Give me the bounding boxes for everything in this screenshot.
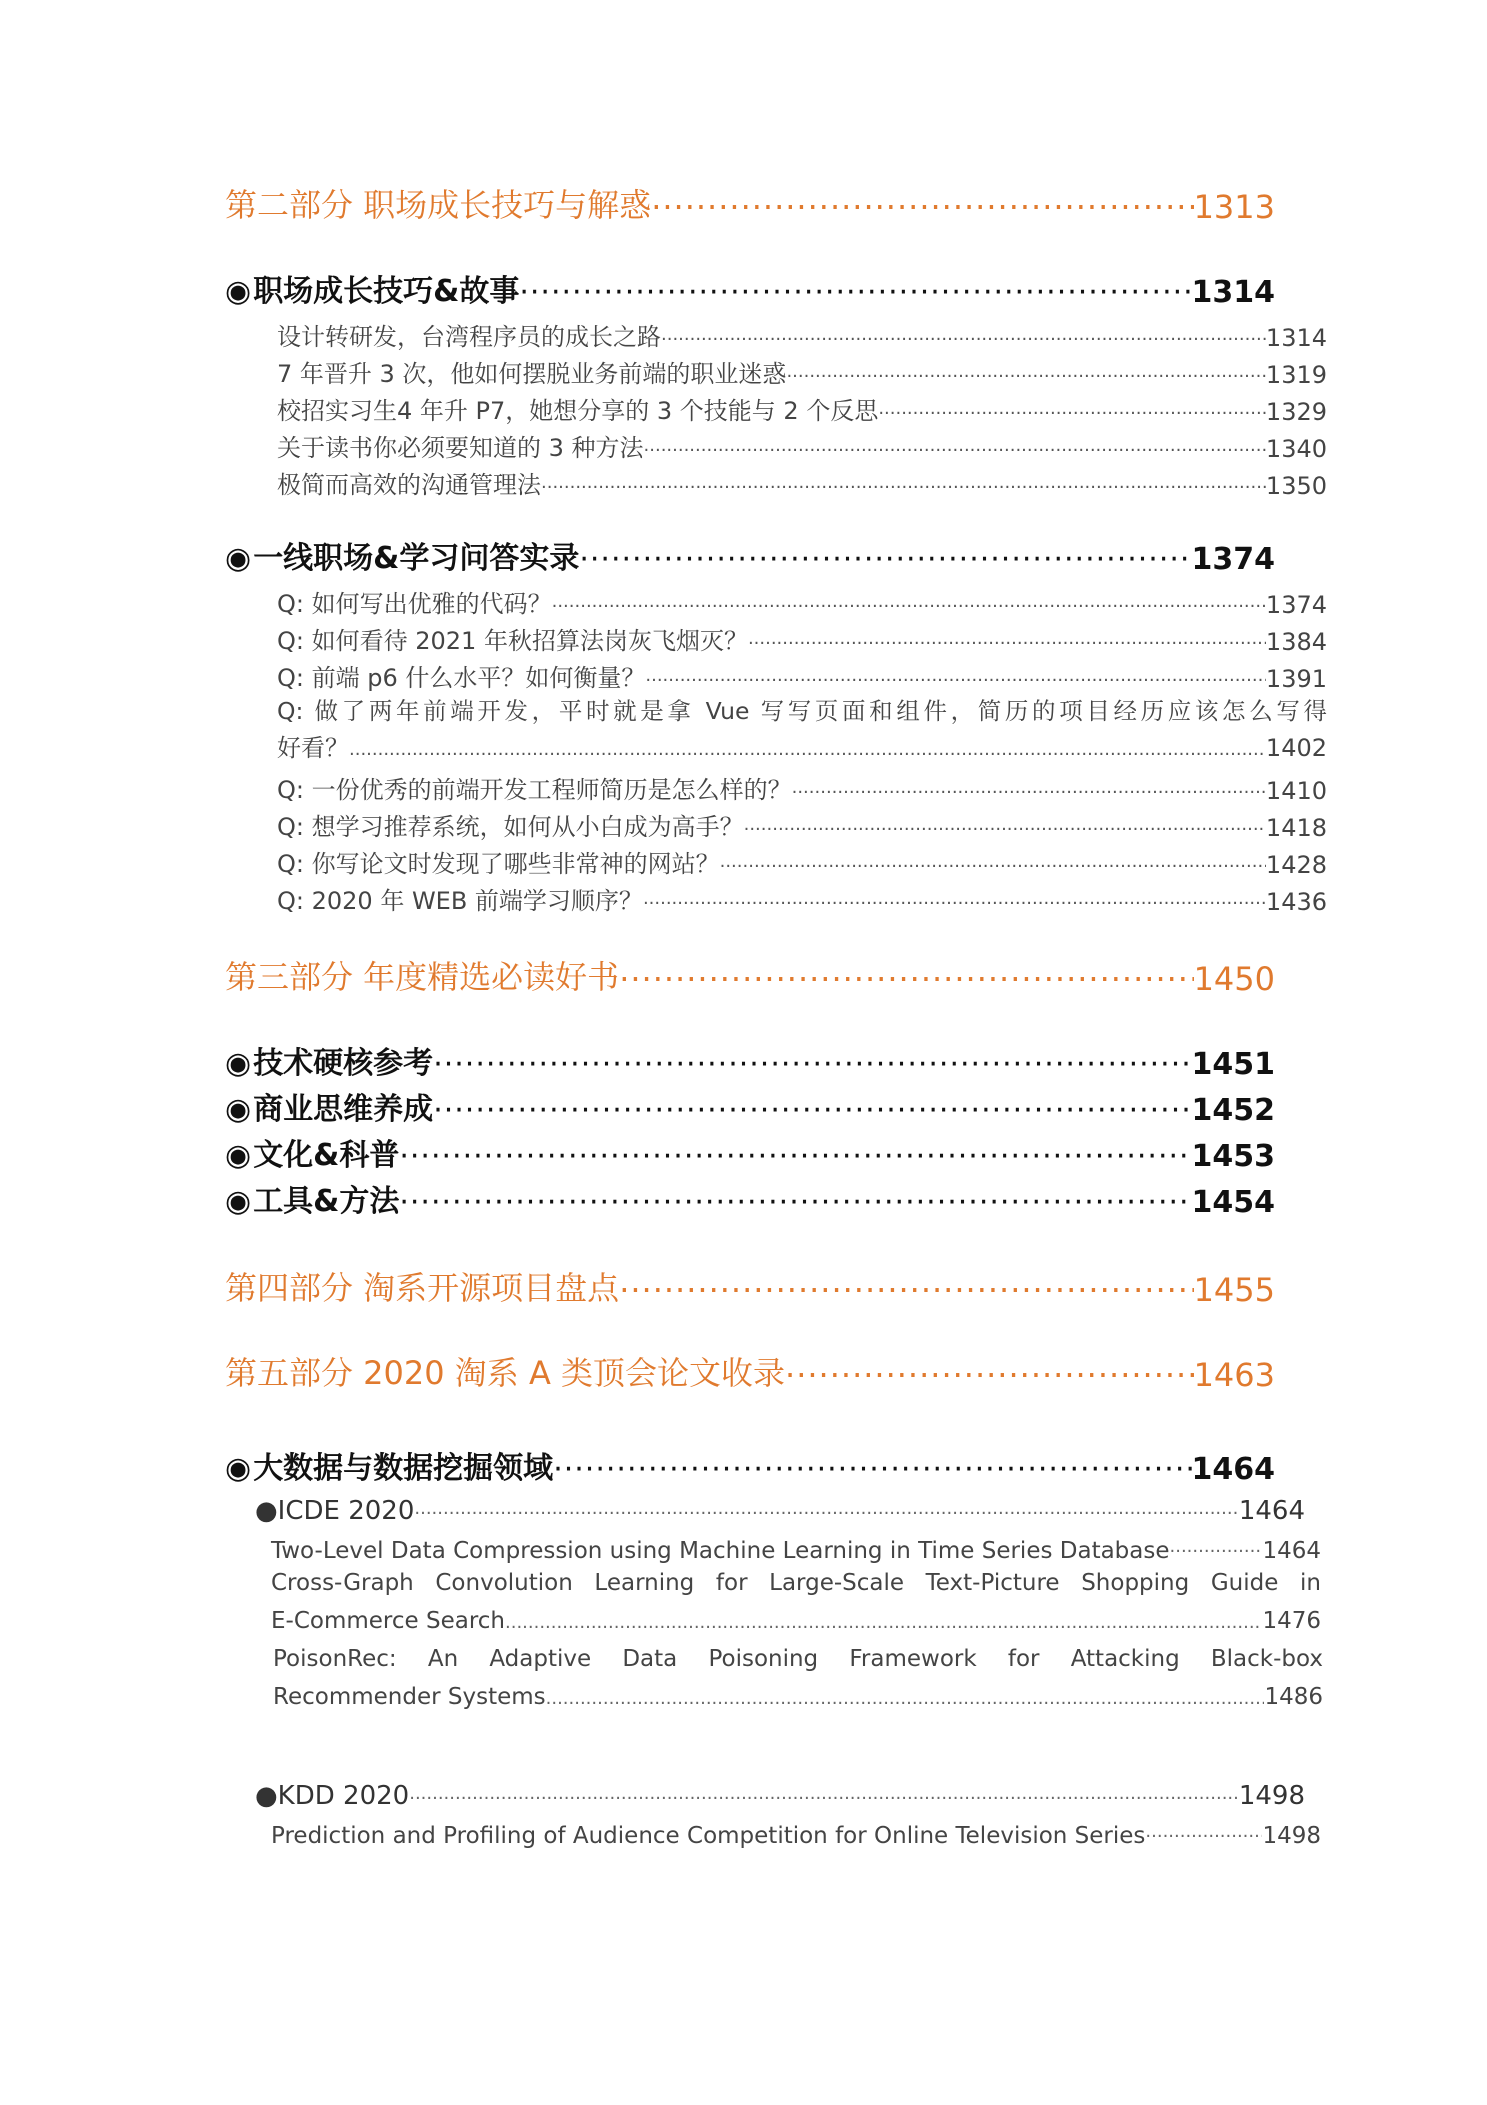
toc-part-4[interactable]	[225, 1263, 1275, 1309]
chapter-title: 文化&科普	[253, 1138, 400, 1173]
paper-title: Two-Level Data Compression using Machine Learning in Time Series Database	[271, 1538, 1170, 1564]
page-number: 1450	[1193, 960, 1275, 998]
entry-title: Q: 你写论文时发现了哪些非常神的网站？	[277, 850, 720, 878]
toc-paper-wrapped[interactable]	[225, 1564, 1321, 1640]
dot-leader	[744, 818, 1266, 842]
dot-leader	[644, 439, 1266, 463]
chapter-title: 一线职场&学习问答实录	[253, 541, 580, 576]
paper-title: Prediction and Profiling of Audience Competition for Online Television Series	[271, 1823, 1146, 1849]
entry-title-line2: 好看？	[277, 734, 349, 762]
toc-chapter-qa[interactable]	[225, 535, 1275, 577]
dot-leader	[433, 1047, 1191, 1082]
bullet-icon: ◉	[225, 1451, 252, 1486]
toc-entry[interactable]	[225, 463, 1327, 500]
toc-entry[interactable]	[225, 842, 1327, 879]
toc-entry[interactable]	[225, 426, 1327, 463]
paper-title-line1: PoisonRec: An Adaptive Data Poisoning Framework for Attacking Black-box	[273, 1646, 1323, 1672]
toc-conference-icde[interactable]	[225, 1488, 1305, 1526]
dot-leader	[619, 960, 1193, 998]
page-number: 1402	[1265, 734, 1327, 762]
page-number: 1464	[1191, 1452, 1275, 1487]
page-number: 1464	[1238, 1496, 1305, 1526]
entry-title: Q: 一份优秀的前端开发工程师简历是怎么样的？	[277, 776, 792, 804]
toc-entry[interactable]	[225, 805, 1327, 842]
bullet-icon: ◉	[225, 1046, 252, 1081]
page-number: 1454	[1191, 1185, 1275, 1220]
entry-title: Q: 如何看待 2021 年秋招算法岗灰飞烟灭？	[277, 627, 748, 655]
dot-leader	[720, 855, 1266, 879]
toc-chapter-growth[interactable]	[225, 268, 1275, 310]
page-number: 1374	[1265, 591, 1327, 619]
page-number: 1329	[1265, 398, 1327, 426]
dot-leader	[748, 632, 1266, 656]
page-number: 1453	[1191, 1139, 1275, 1174]
entry-title: 极简而高效的沟通管理法	[277, 471, 541, 499]
toc-entry[interactable]	[225, 619, 1327, 656]
dot-leader	[1170, 1540, 1263, 1564]
entry-title: Q: 如何写出优雅的代码？	[277, 590, 552, 618]
dot-leader	[541, 476, 1266, 500]
bullet-icon: ◉	[225, 541, 252, 576]
dot-leader	[519, 275, 1191, 310]
part-title: 第二部分 职场成长技巧与解惑	[225, 186, 652, 224]
entry-title: 关于读书你必须要知道的 3 种方法	[277, 434, 644, 462]
part-title: 第三部分 年度精选必读好书	[225, 958, 620, 996]
dot-leader	[878, 402, 1266, 426]
page-number: 1340	[1265, 435, 1327, 463]
page-number: 1476	[1262, 1608, 1321, 1634]
page-number: 1451	[1191, 1047, 1275, 1082]
page-number: 1319	[1265, 361, 1327, 389]
dot-leader	[792, 781, 1266, 805]
bullet-icon: ◉	[225, 1184, 252, 1219]
page-number: 1384	[1265, 628, 1327, 656]
chapter-title: 大数据与数据挖掘领域	[253, 1451, 554, 1486]
toc-chapter-books-tools[interactable]	[225, 1178, 1275, 1220]
page-number: 1463	[1193, 1356, 1275, 1394]
page-number: 1418	[1265, 814, 1327, 842]
chapter-title: 技术硬核参考	[253, 1046, 434, 1081]
paper-title-line2: E-Commerce Search	[271, 1608, 505, 1634]
dot-leader	[399, 1139, 1191, 1174]
entry-title-line1: Q: 做了两年前端开发，平时就是拿 Vue 写写页面和组件，简历的项目经历应该怎么写得	[277, 697, 1327, 725]
toc-paper-wrapped[interactable]	[225, 1640, 1323, 1716]
dot-leader	[661, 328, 1266, 352]
dot-leader	[579, 542, 1191, 577]
dot-leader	[409, 1787, 1239, 1811]
toc-entry[interactable]	[225, 352, 1327, 389]
dot-leader	[786, 365, 1265, 389]
entry-title: Q: 想学习推荐系统，如何从小白成为高手？	[277, 813, 744, 841]
chapter-title: 职场成长技巧&故事	[253, 274, 520, 309]
page-number: 1464	[1262, 1538, 1321, 1564]
dot-leader	[785, 1356, 1194, 1394]
page-number: 1391	[1265, 665, 1327, 693]
page-number: 1498	[1262, 1823, 1321, 1849]
page-number: 1498	[1238, 1781, 1305, 1811]
dot-leader	[645, 669, 1266, 693]
part-title: 第五部分 2020 淘系 A 类顶会论文收录	[225, 1354, 786, 1392]
dot-leader	[505, 1616, 1262, 1640]
entry-title: 设计转研发，台湾程序员的成长之路	[277, 323, 661, 351]
page-number: 1350	[1265, 472, 1327, 500]
paper-title-line2: Recommender Systems	[273, 1684, 546, 1710]
page-number: 1436	[1265, 888, 1327, 916]
toc-chapter-books-business[interactable]	[225, 1086, 1275, 1128]
chapter-title: 商业思维养成	[253, 1092, 434, 1127]
toc-paper[interactable]	[225, 1811, 1321, 1849]
toc-part-5[interactable]	[225, 1348, 1275, 1394]
toc-part-3[interactable]	[225, 952, 1275, 998]
dot-leader	[651, 188, 1193, 226]
entry-title: Q: 2020 年 WEB 前端学习顺序？	[277, 887, 643, 915]
dot-leader	[1145, 1825, 1262, 1849]
dot-leader	[414, 1502, 1238, 1526]
paper-title-line1: Cross-Graph Convolution Learning for Large-Scale Text-Picture Shopping Guide in	[271, 1570, 1321, 1596]
toc-entry[interactable]	[225, 768, 1327, 805]
chapter-title: 工具&方法	[253, 1184, 400, 1219]
dot-leader	[433, 1093, 1191, 1128]
entry-title: 校招实习生4 年升 P7，她想分享的 3 个技能与 2 个反思	[277, 397, 879, 425]
page-number: 1486	[1264, 1684, 1323, 1710]
page-number: 1428	[1265, 851, 1327, 879]
dot-leader	[349, 743, 1266, 767]
page-number: 1452	[1191, 1093, 1275, 1128]
page-number: 1314	[1265, 324, 1327, 352]
toc-entry[interactable]	[225, 582, 1327, 619]
toc-part-2[interactable]	[225, 180, 1275, 226]
part-title: 第四部分 淘系开源项目盘点	[225, 1269, 620, 1307]
dot-leader	[643, 892, 1266, 916]
dot-leader	[399, 1185, 1191, 1220]
toc-chapter-books-tech[interactable]	[225, 1040, 1275, 1082]
toc-entry[interactable]	[225, 315, 1327, 352]
bullet-icon: ◉	[225, 1138, 252, 1173]
conference-title: ●KDD 2020	[255, 1781, 410, 1811]
toc-chapter-bigdata[interactable]	[225, 1445, 1275, 1487]
entry-title: Q: 前端 p6 什么水平？如何衡量？	[277, 664, 646, 692]
page-number: 1313	[1193, 188, 1275, 226]
dot-leader	[553, 1452, 1191, 1487]
page-number: 1455	[1193, 1271, 1275, 1309]
dot-leader	[619, 1271, 1193, 1309]
bullet-icon: ◉	[225, 274, 252, 309]
toc-entry-wrapped[interactable]	[225, 693, 1327, 767]
dot-leader	[552, 595, 1266, 619]
page-number: 1374	[1191, 542, 1275, 577]
entry-title: 7 年晋升 3 次，他如何摆脱业务前端的职业迷惑	[277, 360, 787, 388]
dot-leader	[546, 1692, 1265, 1716]
toc-paper[interactable]	[225, 1526, 1321, 1564]
page-number: 1314	[1191, 275, 1275, 310]
toc-conference-kdd[interactable]	[225, 1773, 1305, 1811]
toc-entry[interactable]	[225, 389, 1327, 426]
bullet-icon: ◉	[225, 1092, 252, 1127]
conference-title: ●ICDE 2020	[255, 1496, 415, 1526]
toc-entry[interactable]	[225, 656, 1327, 693]
page-number: 1410	[1265, 777, 1327, 805]
toc-entry[interactable]	[225, 879, 1327, 916]
toc-chapter-books-culture[interactable]	[225, 1132, 1275, 1174]
